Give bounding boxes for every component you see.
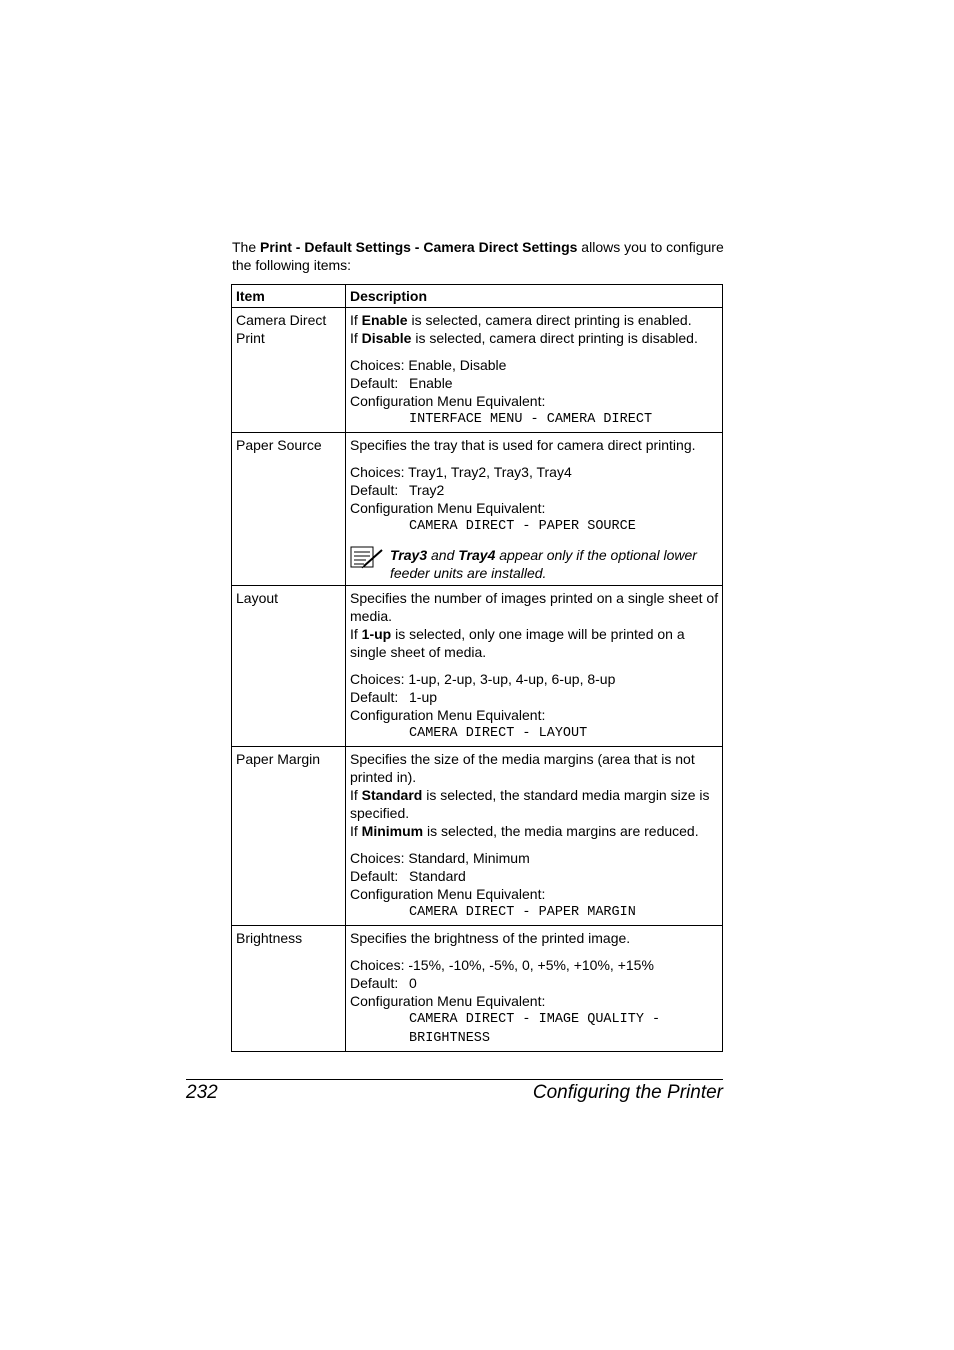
intro-text-post: allows you to configure the following items:: [232, 239, 724, 273]
config-label: Configuration Menu Equivalent:: [350, 886, 546, 902]
option-keyword: Enable: [361, 312, 408, 328]
item-cell: Paper Source: [232, 433, 346, 586]
header-description: Description: [346, 285, 723, 308]
table-row: [232, 308, 723, 433]
description-line: Specifies the number of images printed on a single sheet of media.: [350, 590, 719, 624]
chapter-title: Configuring the Printer: [532, 1082, 723, 1103]
description-line: Specifies the size of the media margins (area that is not printed in).: [350, 751, 695, 785]
note-icon: [350, 546, 390, 582]
item-cell: Brightness: [232, 926, 346, 1052]
default-line: Default: Tray2: [350, 482, 445, 498]
description-line: If Standard is selected, the standard media margin size is specified.: [350, 787, 710, 821]
config-menu-value: CAMERA DIRECT - PAPER MARGIN: [409, 905, 636, 920]
description-cell: [346, 747, 723, 926]
table-row: [232, 586, 723, 747]
config-label: Configuration Menu Equivalent:: [350, 707, 546, 723]
table-row: [232, 433, 723, 586]
choices-line: Choices: Tray1, Tray2, Tray3, Tray4: [350, 464, 572, 480]
description-line: Specifies the brightness of the printed image.: [350, 930, 631, 946]
default-line: Default: 1-up: [350, 689, 438, 705]
header-item: Item: [232, 285, 346, 308]
config-menu-value: CAMERA DIRECT - LAYOUT: [409, 726, 588, 741]
item-cell: Layout: [232, 586, 346, 747]
option-keyword: 1-up: [361, 626, 392, 642]
note: [350, 546, 720, 582]
option-keyword: Minimum: [361, 823, 424, 839]
note-text: Tray3 and Tray4 appear only if the optional lower feeder units are installed.: [390, 547, 697, 581]
default-line: Default: Enable: [350, 375, 453, 391]
config-menu-value: CAMERA DIRECT - PAPER SOURCE: [409, 519, 636, 534]
option-keyword: Disable: [361, 330, 412, 346]
config-label: Configuration Menu Equivalent:: [350, 500, 546, 516]
page-number: 232: [186, 1082, 218, 1103]
description-line: If Enable is selected, camera direct printing is enabled.: [350, 312, 692, 328]
option-keyword: Standard: [361, 787, 423, 803]
config-label: Configuration Menu Equivalent:: [350, 993, 546, 1009]
config-menu-value: INTERFACE MENU - CAMERA DIRECT: [409, 412, 653, 427]
description-cell: [346, 926, 723, 1052]
description-line: Specifies the tray that is used for camera direct printing.: [350, 437, 696, 453]
choices-line: Choices: -15%, -10%, -5%, 0, +5%, +10%, +15%: [350, 957, 654, 973]
description-cell: [346, 308, 723, 433]
description-line: If Disable is selected, camera direct printing is disabled.: [350, 330, 698, 346]
choices-line: Choices: 1-up, 2-up, 3-up, 4-up, 6-up, 8-up: [350, 671, 616, 687]
choices-line: Choices: Standard, Minimum: [350, 850, 530, 866]
table-row: [232, 926, 723, 1052]
description-cell: [346, 433, 723, 586]
intro-text-pre: The: [232, 239, 261, 255]
config-menu-value: CAMERA DIRECT - IMAGE QUALITY - BRIGHTNESS: [409, 1012, 661, 1046]
item-cell: Camera Direct Print: [232, 308, 346, 433]
description-line: If 1-up is selected, only one image will be printed on a single sheet of media.: [350, 626, 685, 660]
item-cell: Paper Margin: [232, 747, 346, 926]
table-header-row: [232, 285, 723, 308]
table-row: [232, 747, 723, 926]
choices-line: Choices: Enable, Disable: [350, 357, 507, 373]
intro-menu-path: Print - Default Settings - Camera Direct Settings: [260, 239, 578, 255]
description-line: If Minimum is selected, the media margins are reduced.: [350, 823, 699, 839]
description-cell: [346, 586, 723, 747]
intro-paragraph: [232, 238, 724, 274]
config-label: Configuration Menu Equivalent:: [350, 393, 546, 409]
footer-rule: [186, 1079, 723, 1080]
default-line: Default: 0: [350, 975, 417, 991]
default-line: Default: Standard: [350, 868, 466, 884]
settings-table: [231, 284, 723, 1052]
